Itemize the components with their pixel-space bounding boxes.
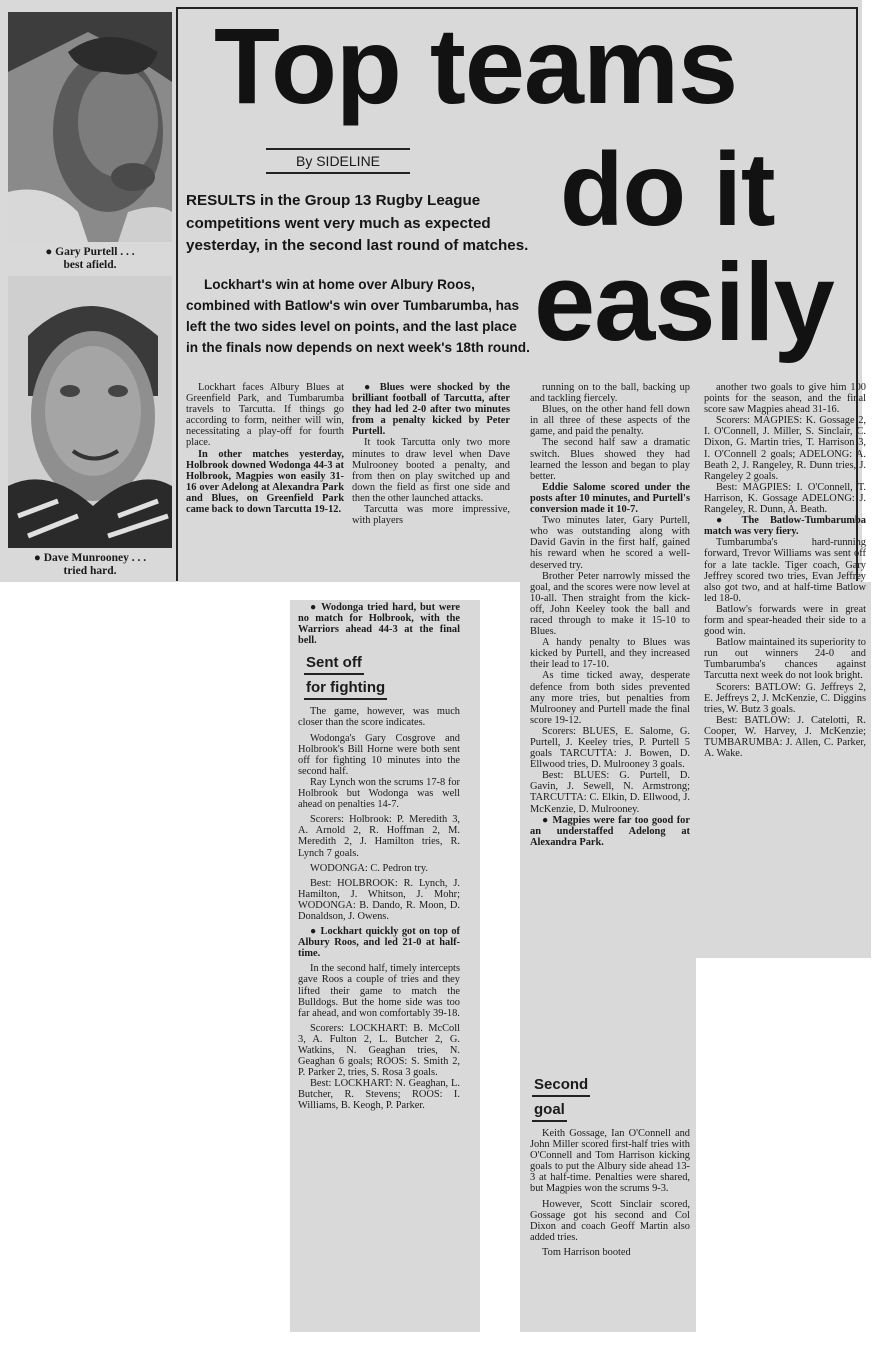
paragraph: Tom Harrison booted [542,1246,631,1258]
paragraph: As time ticked away, desperate defence from both sides prevented any more tries, but penalties from Mulrooney and Purtell made the final score 19-12. [530,670,690,726]
paragraph: ● Wodonga tried hard, but were no match for Holbrook, with the Warriors ahead 44-3 at the final bell. [298,602,460,647]
headline-line-1: Top teams [214,5,738,126]
paragraph: In the second half, timely intercepts gave Roos a couple of tries and they lifted their game to match the Bulldogs. But the home side was too far ahead, and won comfortably 39-18. [298,963,460,1019]
paragraph: Scorers: LOCKHART: B. McColl 3, A. Fulton 2, L. Butcher 2, G. Watkins, N. Geaghan tries, N. Geaghan 6 goals; ROOS: S. Smith 2, P. Parker 2, tries, S. Rosa 3 goals. [298,1022,460,1079]
paragraph: Batlow maintained its superiority to run out winners 24-0 and Tumbarumba's chances against Tarcutta next week do not look bright. [704,637,866,682]
paragraph: Lockhart faces Albury Blues at Greenfield Park, and Tumbarumba travels to Tarcutta. If things go according to form, neither will win, necessitating a play-off for fourth place. [186,382,344,449]
paragraph: Batlow's forwards were in great form and spear-headed their side to a good win. [704,603,866,638]
paragraph: The game, however, was much closer than the score indicates. [298,706,460,729]
paragraph: Tarcutta was more impressive, with players [352,504,510,527]
paragraph: Scorers: BLUES, E. Salome, G. Purtell, J. Keeley tries, P. Purtell 5 goals TARCUTTA: J. Bowen, D. Ellwood tries, D. Mulrooney 3 goals. [530,725,690,771]
subhead-line: Second [532,1075,590,1097]
photo-dave-munrooney [8,276,172,548]
left-lower-column [298,602,460,1328]
paragraph: running on to the ball, backing up and tackling fiercely. [530,382,690,405]
paragraph: Wodonga's Gary Cosgrove and Holbrook's Bill Horne were both sent off for fighting 10 minutes into the second half. [298,732,460,777]
mid-lower-column [530,1072,690,1328]
paragraph: Best: MAGPIES: I. O'Connell, T. Harrison, K. Gossage ADELONG: J. Rangeley, R. Dunn, A. Beath. [704,481,866,516]
subhead-second-goal [530,1072,690,1122]
headline-line-2: do it [560,132,775,248]
paragraph: Best: BATLOW: J. Catelotti, R. Cooper, W. Harvey, J. McKenzie; TUMBARUMBA: J. Allen, C. Parker, A. Wake. [704,714,866,760]
paragraph: Brother Peter narrowly missed the goal, and the scores were now level at 10-all. Then straight from the kick-off, John Keeley took the ball and raced through to make it 15-10 to Blues. [530,570,690,638]
paragraph: In other matches yesterday, Holbrook downed Wodonga 44-3 at Holbrook, Magpies won easily 31-16 over Adelong at Alexandra Park and Blues, on Greenfield Park came back to down Tarcutta 19-12. [186,448,344,516]
caption-line: ● Dave Munrooney . . . [33,552,147,564]
paragraph: Scorers: BATLOW: G. Jeffreys 2, E. Jeffreys 2, J. McKenzie, C. Diggins tries, W. Butz 3 goals. [704,681,866,715]
caption-gary-purtell [10,246,170,272]
subhead-line: Sent off [304,653,364,675]
paragraph: Eddie Salome scored under the posts after 10 minutes, and Purtell's conversion made it 10-7. [530,481,690,516]
subhead-line: for fighting [304,678,387,700]
paragraph: ● Magpies were far too good for an understaffed Adelong at Alexandra Park. [530,814,690,848]
paragraph: Best: HOLBROOK: R. Lynch, J. Hamilton, J. Whitson, J. Mohr; WODONGA: B. Dando, R. Moon, D. Donaldson, J. Owens. [298,877,460,922]
paragraph: Scorers: Holbrook: P. Meredith 3, A. Arnold 2, R. Hoffman 2, M. Meredith 2, J. Hamilton tries, R. Lynch 7 goals. [298,814,460,859]
paragraph: Ray Lynch won the scrums 17-8 for Holbrook but Wodonga was well ahead on penalties 14-7. [298,776,460,811]
paragraph: Two minutes later, Gary Purtell, who was outstanding along with David Gavin in the first half, gained his reward when he scored a well-deserved try. [530,515,690,571]
intro-paragraph-2: Lockhart's win at home over Albury Roos, combined with Batlow's win over Tumbarumba, has left the two sides level on points, and the last place in the finals now depends on next week's 18th round. [186,277,530,355]
paragraph: WODONGA: C. Pedron try. [310,862,428,874]
caption-dave-munrooney [10,552,170,578]
top-column-4 [704,382,866,956]
paragraph: A handy penalty to Blues was kicked by Purtell, and they increased their lead to 17-10. [530,637,690,671]
paragraph: Scorers: MAGPIES: K. Gossage 2, I. O'Connell, J. Miller, S. Sinclair, C. Dixon, G. Martin tries, T. Harrison 3, I. O'Connell 2 goals; ADELONG: A. Beath 2, J. Rangeley, R. Dunn tries, J. Rangeley 2 goals. [704,415,866,482]
paragraph: Blues, on the other hand fell down in all three of these aspects of the game, and paid the penalty. [530,404,690,438]
paragraph: Best: BLUES: G. Purtell, D. Gavin, J. Sewell, N. Armstrong; TARCUTTA: C. Elkin, D. Ellwood, J. McKenzie, D. Mulrooney. [530,770,690,815]
paragraph: However, Scott Sinclair scored, Gossage got his second and Col Dixon and coach Geoff Martin also added tries. [530,1198,690,1243]
subhead-sent-off [298,650,460,700]
paragraph: The second half saw a dramatic switch. Blues showed they had learned the lesson and began to play better. [530,437,690,482]
subhead-line: goal [532,1100,567,1122]
headline-line-3: easily [534,241,834,364]
paragraph: It took Tarcutta only two more minutes to draw level when Dave Mulrooney booted a penalty, and from then on play switched up and down the field as first one side and then the other launched attacks. [352,437,510,504]
paragraph: Tumbarumba's hard-running forward, Trevor Williams was sent off for a late tackle. Tiger coach, Gary Jeffrey scored two tries, Evan Jeffrey also got two, and at half-time Batlow led 18-0. [704,537,866,604]
paragraph: ● Blues were shocked by the brilliant football of Tarcutta, after they had led 2-0 after two minutes from a penalty kicked by Peter Purtell. [352,382,510,438]
paragraph: ● Lockhart quickly got on top of Albury Roos, and led 21-0 at half-time. [298,926,460,960]
byline [266,148,410,174]
top-column-2 [352,382,510,578]
caption-line: ● Gary Purtell . . . [45,246,135,258]
paragraph: Best: LOCKHART: N. Geaghan, L. Butcher, R. Stevens; ROOS: I. Williams, B. Keogh, P. Parker. [298,1078,460,1112]
top-column-1 [186,382,344,578]
top-column-3 [530,382,690,1070]
paragraph: another two goals to give him 100 points for the season, and the final score saw Magpies ahead 31-16. [704,382,866,416]
intro-paragraph-1: RESULTS in the Group 13 Rugby League competitions went very much as expected yesterday, in the second last round of matches. [186,192,529,254]
paragraph: Keith Gossage, Ian O'Connell and John Miller scored first-half tries with O'Connell and Tom Harrison kicking goals to put the Albury side ahead 13-3 at half-time. Penalties were shared, but Magpies won the scrums 9-3. [530,1128,690,1195]
byline-text: By SIDELINE [295,153,381,169]
photo-gary-purtell [8,12,172,242]
caption-line: best afield. [63,259,117,271]
paragraph: ● The Batlow-Tumbarumba match was very fiery. [704,515,866,538]
caption-line: tried hard. [63,565,117,577]
